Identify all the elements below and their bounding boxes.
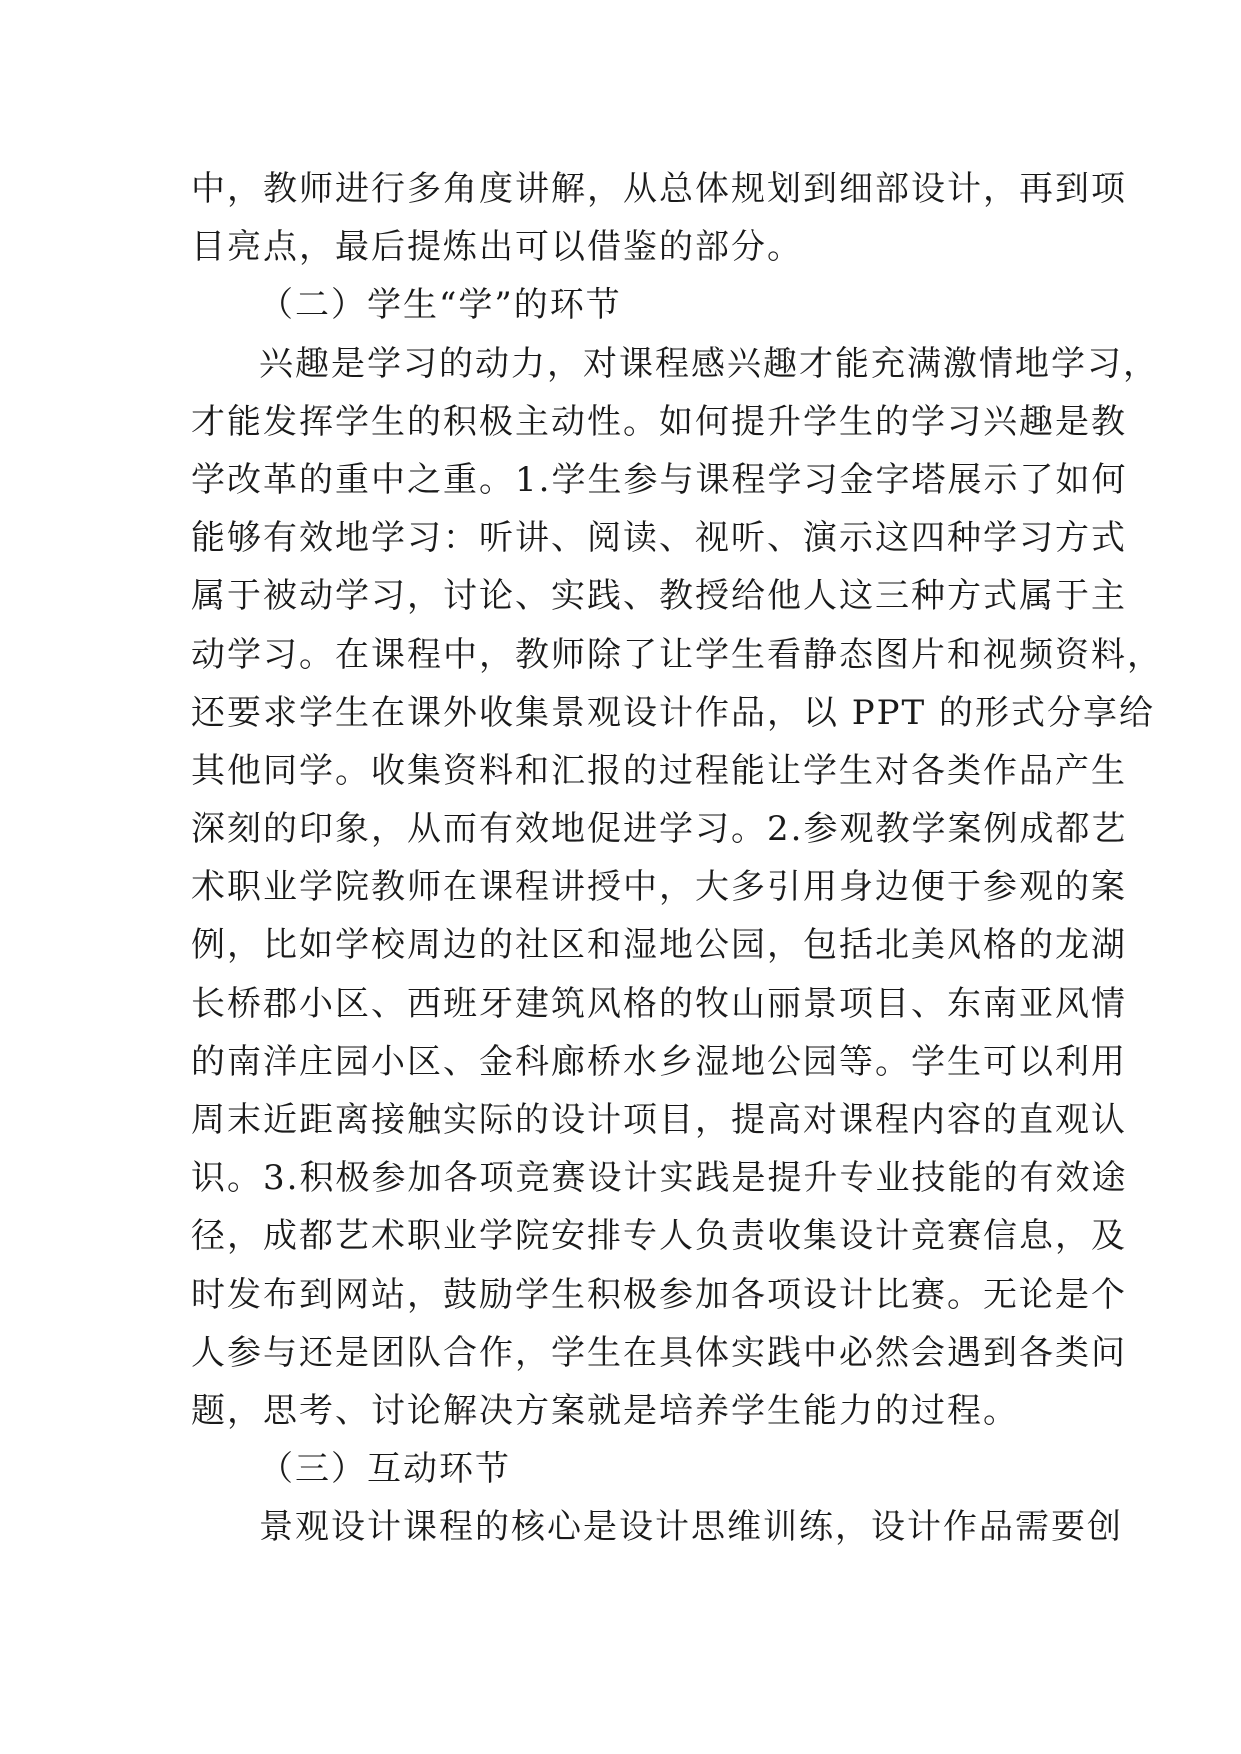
text-line: 径，成都艺术职业学院安排专人负责收集设计竞赛信息，及 [191, 1216, 1127, 1257]
text-line: 的南洋庄园小区、金科廊桥水乡湿地公园等。学生可以利用 [191, 1041, 1127, 1082]
text-line: 术职业学院教师在课程讲授中，大多引用身边便于参观的案 [191, 867, 1127, 908]
text-line: 长桥郡小区、西班牙建筑风格的牧山丽景项目、东南亚风情 [191, 983, 1127, 1024]
section-heading-3: （三）互动环节 [259, 1449, 511, 1490]
text-line: 识。3.积极参加各项竞赛设计实践是提升专业技能的有效途 [191, 1158, 1128, 1199]
text-line: 人参与还是团队合作，学生在具体实践中必然会遇到各类问 [191, 1332, 1127, 1373]
text-line: 其他同学。收集资料和汇报的过程能让学生对各类作品产生 [191, 750, 1127, 791]
body-text [191, 160, 1163, 1557]
text-line: 中，教师进行多角度讲解，从总体规划到细部设计，再到项 [191, 169, 1127, 209]
paragraph-start: 景观设计课程的核心是设计思维训练，设计作品需要创 [259, 1507, 1123, 1548]
text-line: 学改革的重中之重。1.学生参与课程学习金字塔展示了如何 [191, 459, 1128, 500]
text-line: 还要求学生在课外收集景观设计作品，以 PPT 的形式分享给 [191, 692, 1156, 733]
text-line: 深刻的印象，从而有效地促进学习。2.参观教学案例成都艺 [191, 809, 1128, 850]
text-line: 例，比如学校周边的社区和湿地公园，包括北美风格的龙湖 [191, 925, 1127, 966]
text-line: 题，思考、讨论解决方案就是培养学生能力的过程。 [191, 1390, 1019, 1431]
text-line: 能够有效地学习：听讲、阅读、视听、演示这四种学习方式 [191, 518, 1127, 559]
text-line: 动学习。在课程中，教师除了让学生看静态图片和视频资料， [191, 634, 1163, 675]
text-line: 属于被动学习，讨论、实践、教授给他人这三种方式属于主 [191, 576, 1127, 617]
text-line: 周末近距离接触实际的设计项目，提高对课程内容的直观认 [191, 1100, 1127, 1140]
paragraph-start: 兴趣是学习的动力，对课程感兴趣才能充满激情地学习， [259, 343, 1159, 384]
text-line: 目亮点，最后提炼出可以借鉴的部分。 [191, 227, 803, 268]
text-line: 才能发挥学生的积极主动性。如何提升学生的学习兴趣是教 [191, 401, 1127, 442]
section-heading-2: （二）学生“学”的环节 [259, 285, 622, 326]
text-line: 时发布到网站，鼓励学生积极参加各项设计比赛。无论是个 [191, 1274, 1127, 1315]
